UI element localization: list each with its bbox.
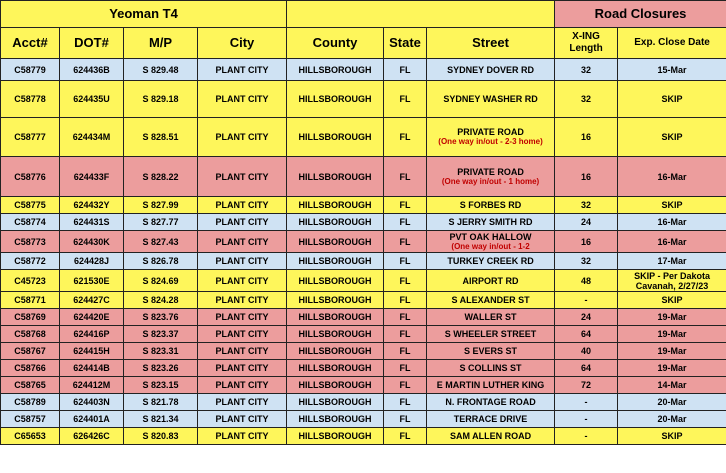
cell-acct[interactable]: C58789 bbox=[1, 394, 60, 411]
cell-xing[interactable]: 32 bbox=[555, 253, 618, 270]
cell-county[interactable]: HILLSBOROUGH bbox=[287, 214, 384, 231]
cell-state[interactable]: FL bbox=[384, 377, 427, 394]
street-name: N. FRONTAGE ROAD bbox=[445, 397, 536, 407]
cell-acct[interactable]: C58765 bbox=[1, 377, 60, 394]
exp-close-date: 19-Mar bbox=[657, 329, 687, 339]
cell-city[interactable]: PLANT CITY bbox=[198, 343, 287, 360]
header-xing-line2: Length bbox=[569, 43, 603, 54]
cell-county[interactable]: HILLSBOROUGH bbox=[287, 231, 384, 253]
cell-county[interactable]: HILLSBOROUGH bbox=[287, 81, 384, 118]
cell-state[interactable]: FL bbox=[384, 360, 427, 377]
street-name: S EVERS ST bbox=[464, 346, 518, 356]
cell-dot[interactable]: 624403N bbox=[60, 394, 124, 411]
cell-exp[interactable] bbox=[618, 214, 726, 231]
header-xing-length[interactable] bbox=[555, 28, 618, 59]
cell-city[interactable]: PLANT CITY bbox=[198, 214, 287, 231]
cell-state[interactable]: FL bbox=[384, 292, 427, 309]
cell-xing[interactable]: 16 bbox=[555, 118, 618, 157]
table-row bbox=[1, 118, 726, 157]
cell-mp[interactable]: S 823.26 bbox=[124, 360, 198, 377]
cell-street[interactable] bbox=[427, 292, 555, 309]
cell-exp[interactable] bbox=[618, 59, 726, 81]
cell-dot[interactable]: 624432Y bbox=[60, 197, 124, 214]
cell-street[interactable] bbox=[427, 428, 555, 445]
cell-city[interactable]: PLANT CITY bbox=[198, 270, 287, 292]
cell-state[interactable]: FL bbox=[384, 270, 427, 292]
table-row bbox=[1, 292, 726, 309]
exp-close-date: 17-Mar bbox=[657, 256, 687, 266]
cell-exp[interactable] bbox=[618, 253, 726, 270]
cell-state[interactable]: FL bbox=[384, 326, 427, 343]
cell-dot[interactable]: 624412M bbox=[60, 377, 124, 394]
exp-close-date: 16-Mar bbox=[657, 236, 687, 247]
cell-exp[interactable] bbox=[618, 377, 726, 394]
cell-xing[interactable]: - bbox=[555, 411, 618, 428]
exp-close-date: SKIP bbox=[661, 132, 683, 142]
cell-street[interactable] bbox=[427, 411, 555, 428]
exp-close-date: 20-Mar bbox=[657, 414, 687, 424]
table-row bbox=[1, 428, 726, 445]
cell-xing[interactable]: 32 bbox=[555, 81, 618, 118]
cell-state[interactable]: FL bbox=[384, 428, 427, 445]
table-row bbox=[1, 214, 726, 231]
cell-county[interactable]: HILLSBOROUGH bbox=[287, 326, 384, 343]
cell-state[interactable]: FL bbox=[384, 231, 427, 253]
table-row bbox=[1, 157, 726, 197]
cell-acct[interactable]: C58768 bbox=[1, 326, 60, 343]
cell-mp[interactable]: S 826.78 bbox=[124, 253, 198, 270]
cell-mp[interactable]: S 824.69 bbox=[124, 270, 198, 292]
street-name: S FORBES RD bbox=[459, 200, 522, 210]
cell-county[interactable]: HILLSBOROUGH bbox=[287, 292, 384, 309]
cell-street[interactable] bbox=[427, 309, 555, 326]
cell-xing[interactable]: 64 bbox=[555, 360, 618, 377]
cell-exp[interactable] bbox=[618, 292, 726, 309]
cell-dot[interactable]: 624416P bbox=[60, 326, 124, 343]
header-mp[interactable]: M/P bbox=[124, 28, 198, 59]
cell-county[interactable]: HILLSBOROUGH bbox=[287, 270, 384, 292]
cell-xing[interactable]: 64 bbox=[555, 326, 618, 343]
table-row bbox=[1, 197, 726, 214]
exp-close-date: SKIP bbox=[661, 431, 683, 441]
title-row bbox=[1, 1, 726, 28]
cell-city[interactable]: PLANT CITY bbox=[198, 428, 287, 445]
cell-exp[interactable] bbox=[618, 197, 726, 214]
cell-state[interactable]: FL bbox=[384, 118, 427, 157]
table-row bbox=[1, 377, 726, 394]
cell-street[interactable] bbox=[427, 81, 555, 118]
exp-close-date: 14-Mar bbox=[657, 380, 687, 390]
header-dot[interactable]: DOT# bbox=[60, 28, 124, 59]
cell-mp[interactable]: S 827.99 bbox=[124, 197, 198, 214]
cell-state[interactable]: FL bbox=[384, 59, 427, 81]
cell-acct[interactable]: C58778 bbox=[1, 81, 60, 118]
cell-county[interactable]: HILLSBOROUGH bbox=[287, 309, 384, 326]
cell-exp[interactable] bbox=[618, 326, 726, 343]
street-note: (One way in/out - 1-2 bbox=[451, 241, 530, 251]
cell-street[interactable] bbox=[427, 394, 555, 411]
cell-county[interactable]: HILLSBOROUGH bbox=[287, 197, 384, 214]
street-name: S WHEELER STREET bbox=[444, 329, 537, 339]
cell-mp[interactable]: S 827.43 bbox=[124, 231, 198, 253]
cell-county[interactable]: HILLSBOROUGH bbox=[287, 411, 384, 428]
header-street[interactable]: Street bbox=[427, 28, 555, 59]
cell-xing[interactable]: - bbox=[555, 394, 618, 411]
table-row bbox=[1, 394, 726, 411]
exp-close-date: SKIP bbox=[661, 94, 683, 104]
cell-dot[interactable]: 624434M bbox=[60, 118, 124, 157]
cell-acct[interactable]: C58777 bbox=[1, 118, 60, 157]
street-name: S COLLINS ST bbox=[459, 363, 522, 373]
cell-mp[interactable]: S 823.15 bbox=[124, 377, 198, 394]
cell-city[interactable]: PLANT CITY bbox=[198, 326, 287, 343]
street-name: AIRPORT RD bbox=[462, 275, 519, 286]
cell-xing[interactable]: 72 bbox=[555, 377, 618, 394]
exp-close-date: 15-Mar bbox=[657, 64, 687, 75]
street-name: PRIVATE ROAD bbox=[457, 127, 524, 137]
cell-xing[interactable]: 16 bbox=[555, 157, 618, 197]
cell-county[interactable]: HILLSBOROUGH bbox=[287, 253, 384, 270]
sheet-title[interactable]: Yeoman T4 bbox=[1, 1, 287, 28]
cell-exp[interactable] bbox=[618, 411, 726, 428]
street-name: E MARTIN LUTHER KING bbox=[436, 380, 545, 390]
cell-exp[interactable] bbox=[618, 360, 726, 377]
cell-mp[interactable]: S 823.76 bbox=[124, 309, 198, 326]
street-name: PVT OAK HALLOW bbox=[449, 231, 532, 242]
cell-dot[interactable]: 624430K bbox=[60, 231, 124, 253]
exp-close-note: Cavanah, 2/27/23 bbox=[635, 280, 709, 291]
cell-acct[interactable]: C58772 bbox=[1, 253, 60, 270]
street-name: TURKEY CREEK RD bbox=[447, 256, 534, 266]
cell-state[interactable]: FL bbox=[384, 309, 427, 326]
header-acct[interactable]: Acct# bbox=[1, 28, 60, 59]
cell-exp[interactable] bbox=[618, 270, 726, 292]
cell-mp[interactable]: S 827.77 bbox=[124, 214, 198, 231]
cell-city[interactable]: PLANT CITY bbox=[198, 292, 287, 309]
cell-acct[interactable]: C58771 bbox=[1, 292, 60, 309]
cell-dot[interactable]: 624401A bbox=[60, 411, 124, 428]
cell-mp[interactable]: S 828.51 bbox=[124, 118, 198, 157]
cell-mp[interactable]: S 821.78 bbox=[124, 394, 198, 411]
cell-city[interactable]: PLANT CITY bbox=[198, 197, 287, 214]
cell-xing[interactable]: 24 bbox=[555, 309, 618, 326]
street-name: WALLER ST bbox=[464, 312, 517, 322]
cell-county[interactable]: HILLSBOROUGH bbox=[287, 394, 384, 411]
cell-mp[interactable]: S 829.48 bbox=[124, 59, 198, 81]
header-exp-close-date[interactable]: Exp. Close Date bbox=[618, 28, 726, 59]
cell-exp[interactable] bbox=[618, 81, 726, 118]
cell-city[interactable]: PLANT CITY bbox=[198, 360, 287, 377]
road-closures-heading[interactable]: Road Closures bbox=[555, 1, 726, 28]
cell-xing[interactable]: 48 bbox=[555, 270, 618, 292]
exp-close-date: SKIP - Per Dakota bbox=[634, 270, 710, 281]
cell-street[interactable] bbox=[427, 197, 555, 214]
cell-city[interactable]: PLANT CITY bbox=[198, 157, 287, 197]
cell-dot[interactable]: 624436B bbox=[60, 59, 124, 81]
cell-xing[interactable]: 32 bbox=[555, 59, 618, 81]
street-note: (One way in/out - 1 home) bbox=[441, 176, 540, 186]
cell-mp[interactable]: S 820.83 bbox=[124, 428, 198, 445]
cell-exp[interactable] bbox=[618, 231, 726, 253]
cell-street[interactable] bbox=[427, 157, 555, 197]
cell-xing[interactable]: 32 bbox=[555, 197, 618, 214]
cell-dot[interactable]: 621530E bbox=[60, 270, 124, 292]
cell-dot[interactable]: 624433F bbox=[60, 157, 124, 197]
cell-city[interactable]: PLANT CITY bbox=[198, 118, 287, 157]
cell-city[interactable]: PLANT CITY bbox=[198, 377, 287, 394]
cell-city[interactable]: PLANT CITY bbox=[198, 394, 287, 411]
cell-state[interactable]: FL bbox=[384, 197, 427, 214]
cell-dot[interactable]: 624427C bbox=[60, 292, 124, 309]
cell-city[interactable]: PLANT CITY bbox=[198, 309, 287, 326]
cell-dot[interactable]: 624435U bbox=[60, 81, 124, 118]
cell-street[interactable] bbox=[427, 270, 555, 292]
cell-xing[interactable]: - bbox=[555, 292, 618, 309]
cell-exp[interactable] bbox=[618, 394, 726, 411]
cell-street[interactable] bbox=[427, 326, 555, 343]
cell-county[interactable]: HILLSBOROUGH bbox=[287, 59, 384, 81]
cell-acct[interactable]: C58779 bbox=[1, 59, 60, 81]
cell-street[interactable] bbox=[427, 231, 555, 253]
cell-mp[interactable]: S 829.18 bbox=[124, 81, 198, 118]
header-county[interactable]: County bbox=[287, 28, 384, 59]
cell-dot[interactable]: 624420E bbox=[60, 309, 124, 326]
cell-exp[interactable] bbox=[618, 118, 726, 157]
cell-city[interactable]: PLANT CITY bbox=[198, 411, 287, 428]
street-name: PRIVATE ROAD bbox=[457, 166, 524, 177]
cell-acct[interactable]: C58776 bbox=[1, 157, 60, 197]
street-name: S ALEXANDER ST bbox=[451, 295, 530, 305]
cell-xing[interactable]: 40 bbox=[555, 343, 618, 360]
cell-acct[interactable]: C65653 bbox=[1, 428, 60, 445]
street-name: TERRACE DRIVE bbox=[453, 414, 528, 424]
cell-mp[interactable]: S 821.34 bbox=[124, 411, 198, 428]
cell-street[interactable] bbox=[427, 59, 555, 81]
cell-county[interactable]: HILLSBOROUGH bbox=[287, 360, 384, 377]
cell-dot[interactable]: 624415H bbox=[60, 343, 124, 360]
cell-acct[interactable]: C58775 bbox=[1, 197, 60, 214]
cell-street[interactable] bbox=[427, 118, 555, 157]
cell-street[interactable] bbox=[427, 343, 555, 360]
street-note: (One way in/out - 2-3 home) bbox=[438, 137, 543, 146]
cell-exp[interactable] bbox=[618, 309, 726, 326]
cell-state[interactable]: FL bbox=[384, 81, 427, 118]
table-row bbox=[1, 231, 726, 253]
cell-county[interactable]: HILLSBOROUGH bbox=[287, 428, 384, 445]
cell-county[interactable]: HILLSBOROUGH bbox=[287, 343, 384, 360]
header-city[interactable]: City bbox=[198, 28, 287, 59]
cell-dot[interactable]: 626426C bbox=[60, 428, 124, 445]
cell-mp[interactable]: S 828.22 bbox=[124, 157, 198, 197]
cell-county[interactable]: HILLSBOROUGH bbox=[287, 377, 384, 394]
cell-acct[interactable]: C45723 bbox=[1, 270, 60, 292]
table-row bbox=[1, 326, 726, 343]
street-name: S JERRY SMITH RD bbox=[448, 217, 533, 227]
cell-acct[interactable]: C58774 bbox=[1, 214, 60, 231]
cell-xing[interactable]: 24 bbox=[555, 214, 618, 231]
cell-acct[interactable]: C58769 bbox=[1, 309, 60, 326]
exp-close-date: 19-Mar bbox=[657, 312, 687, 322]
cell-xing[interactable]: 16 bbox=[555, 231, 618, 253]
cell-state[interactable]: FL bbox=[384, 343, 427, 360]
cell-dot[interactable]: 624414B bbox=[60, 360, 124, 377]
street-name: SYDNEY DOVER RD bbox=[447, 64, 534, 75]
cell-dot[interactable]: 624431S bbox=[60, 214, 124, 231]
cell-xing[interactable]: - bbox=[555, 428, 618, 445]
street-name: SYDNEY WASHER RD bbox=[443, 94, 538, 104]
cell-state[interactable]: FL bbox=[384, 253, 427, 270]
cell-county[interactable]: HILLSBOROUGH bbox=[287, 157, 384, 197]
cell-state[interactable]: FL bbox=[384, 157, 427, 197]
cell-acct[interactable]: C58767 bbox=[1, 343, 60, 360]
table-row bbox=[1, 253, 726, 270]
cell-exp[interactable] bbox=[618, 428, 726, 445]
cell-city[interactable]: PLANT CITY bbox=[198, 253, 287, 270]
data-rows bbox=[1, 59, 726, 445]
table-row bbox=[1, 270, 726, 292]
exp-close-date: 19-Mar bbox=[657, 346, 687, 356]
exp-close-date: 20-Mar bbox=[657, 397, 687, 407]
cell-state[interactable]: FL bbox=[384, 411, 427, 428]
table-row bbox=[1, 59, 726, 81]
header-state[interactable]: State bbox=[384, 28, 427, 59]
header-row bbox=[1, 28, 726, 59]
cell-mp[interactable]: S 823.31 bbox=[124, 343, 198, 360]
cell-state[interactable]: FL bbox=[384, 214, 427, 231]
cell-city[interactable]: PLANT CITY bbox=[198, 81, 287, 118]
street-name: SAM ALLEN ROAD bbox=[449, 431, 532, 441]
cell-dot[interactable]: 624428J bbox=[60, 253, 124, 270]
cell-exp[interactable] bbox=[618, 343, 726, 360]
exp-close-date: 16-Mar bbox=[657, 171, 687, 182]
table-row bbox=[1, 360, 726, 377]
exp-close-date: SKIP bbox=[661, 295, 683, 305]
cell-county[interactable]: HILLSBOROUGH bbox=[287, 118, 384, 157]
title-blank-cell[interactable] bbox=[287, 1, 555, 28]
exp-close-date: 16-Mar bbox=[657, 217, 687, 227]
cell-mp[interactable]: S 824.28 bbox=[124, 292, 198, 309]
cell-street[interactable] bbox=[427, 377, 555, 394]
cell-city[interactable]: PLANT CITY bbox=[198, 231, 287, 253]
table-row bbox=[1, 81, 726, 118]
cell-street[interactable] bbox=[427, 253, 555, 270]
cell-street[interactable] bbox=[427, 360, 555, 377]
exp-close-date: SKIP bbox=[661, 200, 683, 210]
header-xing-line1: X-ING bbox=[572, 31, 600, 42]
table-row bbox=[1, 309, 726, 326]
cell-state[interactable]: FL bbox=[384, 394, 427, 411]
cell-mp[interactable]: S 823.37 bbox=[124, 326, 198, 343]
cell-acct[interactable]: C58773 bbox=[1, 231, 60, 253]
cell-acct[interactable]: C58757 bbox=[1, 411, 60, 428]
table-row bbox=[1, 411, 726, 428]
table-row bbox=[1, 343, 726, 360]
cell-acct[interactable]: C58766 bbox=[1, 360, 60, 377]
cell-city[interactable]: PLANT CITY bbox=[198, 59, 287, 81]
cell-street[interactable] bbox=[427, 214, 555, 231]
exp-close-date: 19-Mar bbox=[657, 363, 687, 373]
cell-exp[interactable] bbox=[618, 157, 726, 197]
